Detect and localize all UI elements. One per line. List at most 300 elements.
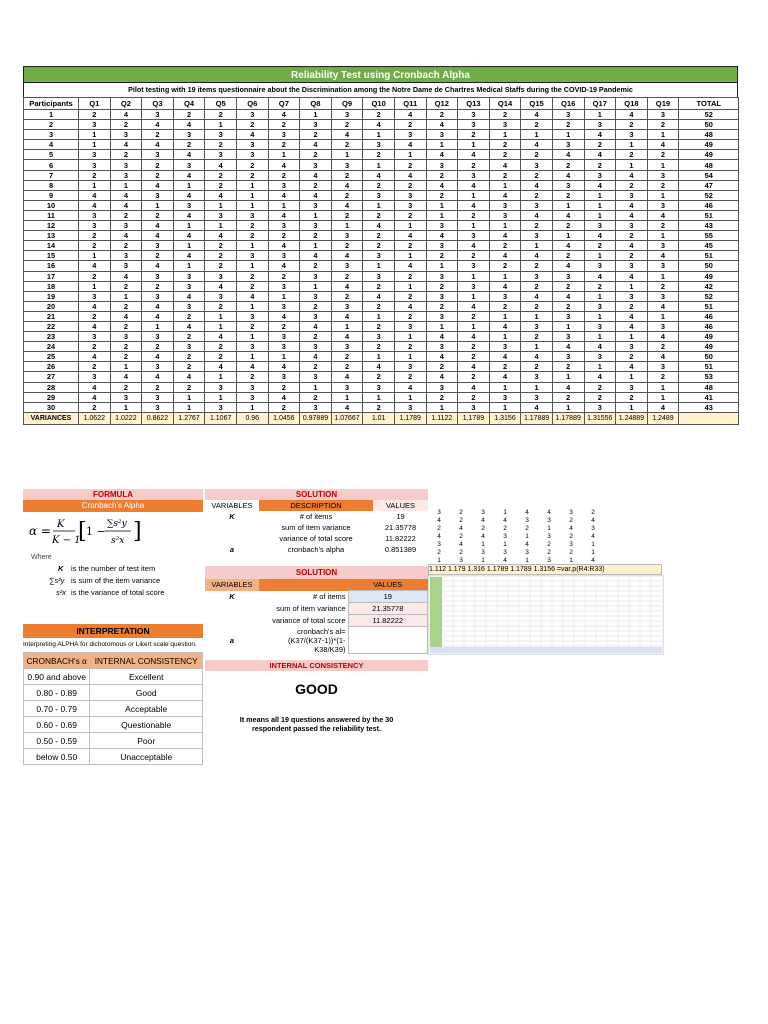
score-cell: 2 [236, 231, 268, 241]
mini-cell: 1 [569, 556, 573, 564]
score-cell: 2 [363, 402, 395, 412]
score-cell: 3 [363, 190, 395, 200]
total-cell: 41 [679, 392, 739, 402]
participant-id: 30 [24, 402, 79, 412]
score-cell: 4 [79, 301, 111, 311]
score-cell: 1 [110, 362, 142, 372]
score-cell: 4 [110, 372, 142, 382]
score-cell: 4 [110, 271, 142, 281]
score-cell: 4 [79, 321, 111, 331]
score-cell: 4 [268, 110, 300, 120]
score-cell: 1 [489, 311, 521, 321]
total-cell: 54 [679, 170, 739, 180]
solution-row [205, 603, 428, 615]
score-cell: 1 [552, 130, 584, 140]
mini-cell: 3 [547, 556, 551, 564]
score-cell: 3 [458, 120, 490, 130]
score-cell: 2 [331, 170, 363, 180]
variance-cell [679, 412, 739, 424]
score-cell: 3 [142, 271, 174, 281]
score-cell: 4 [426, 352, 458, 362]
consistency-level: Poor [90, 733, 203, 749]
score-cell: 2 [552, 301, 584, 311]
score-cell: 3 [110, 170, 142, 180]
score-cell: 3 [236, 342, 268, 352]
solution-desc: cronbach's alpha [287, 545, 345, 554]
score-cell: 1 [458, 140, 490, 150]
solution-desc: # of items [299, 512, 333, 521]
total-cell: 45 [679, 241, 739, 251]
score-cell: 2 [394, 311, 426, 321]
score-cell: 1 [300, 110, 332, 120]
score-cell: 2 [205, 342, 237, 352]
score-cell: 4 [205, 281, 237, 291]
score-cell: 3 [142, 190, 174, 200]
score-cell: 2 [268, 231, 300, 241]
solution-row [205, 615, 428, 627]
score-cell: 1 [363, 392, 395, 402]
score-cell: 3 [647, 241, 679, 251]
score-cell: 3 [268, 342, 300, 352]
mini-cell: 4 [459, 540, 463, 548]
score-cell: 4 [142, 352, 174, 362]
score-cell: 4 [584, 342, 616, 352]
score-cell: 4 [110, 140, 142, 150]
score-cell: 3 [363, 332, 395, 342]
score-cell: 3 [489, 200, 521, 210]
solution-val: 19 [348, 591, 428, 603]
score-cell: 4 [616, 170, 648, 180]
score-cell: 1 [584, 332, 616, 342]
score-cell: 2 [268, 120, 300, 130]
score-cell: 4 [173, 150, 205, 160]
score-cell: 3 [458, 281, 490, 291]
score-cell: 1 [173, 241, 205, 251]
score-cell: 1 [268, 200, 300, 210]
score-cell: 3 [173, 271, 205, 281]
score-cell: 1 [458, 271, 490, 281]
table-row [24, 402, 739, 412]
score-cell: 2 [205, 170, 237, 180]
score-cell: 2 [268, 321, 300, 331]
score-cell: 4 [142, 261, 174, 271]
interpretation-panel [23, 624, 203, 765]
score-cell: 1 [426, 140, 458, 150]
score-cell: 4 [331, 372, 363, 382]
score-cell: 4 [142, 372, 174, 382]
table-row [24, 261, 739, 271]
score-cell: 2 [458, 352, 490, 362]
mini-cell: 4 [437, 532, 441, 540]
score-cell: 4 [300, 251, 332, 261]
score-cell: 4 [458, 150, 490, 160]
score-cell: 1 [236, 200, 268, 210]
score-cell: 2 [331, 210, 363, 220]
score-cell: 4 [268, 261, 300, 271]
score-cell: 2 [616, 180, 648, 190]
score-cell: 3 [236, 210, 268, 220]
score-cell: 4 [552, 150, 584, 160]
score-cell: 4 [616, 110, 648, 120]
score-cell: 2 [394, 210, 426, 220]
score-cell: 2 [489, 261, 521, 271]
interpretation-row [24, 685, 203, 701]
score-cell: 3 [268, 221, 300, 231]
solution-row [205, 627, 428, 654]
score-cell: 2 [616, 301, 648, 311]
score-cell: 3 [616, 291, 648, 301]
participant-id: 23 [24, 332, 79, 342]
solution-desc: variance of total score [272, 616, 346, 625]
score-cell: 4 [458, 332, 490, 342]
score-cell: 2 [79, 170, 111, 180]
score-cell: 3 [489, 291, 521, 301]
score-cell: 1 [331, 150, 363, 160]
total-cell: 49 [679, 271, 739, 281]
score-cell: 3 [268, 180, 300, 190]
solution-var: a [229, 635, 235, 645]
total-cell: 51 [679, 210, 739, 220]
score-cell: 2 [394, 372, 426, 382]
score-cell: 4 [173, 372, 205, 382]
total-cell: 49 [679, 342, 739, 352]
mini-cell: 1 [525, 556, 529, 564]
score-cell: 4 [173, 231, 205, 241]
participant-id: 26 [24, 362, 79, 372]
score-cell: 2 [142, 382, 174, 392]
score-cell: 4 [173, 251, 205, 261]
score-cell: 3 [394, 190, 426, 200]
sy-definition: is sum of the item variance [71, 576, 161, 585]
score-cell: 2 [489, 301, 521, 311]
score-cell: 1 [205, 221, 237, 231]
score-cell: 2 [79, 110, 111, 120]
score-cell: 3 [79, 372, 111, 382]
mini-cell: 1 [591, 548, 595, 556]
consistency-level: Unacceptable [90, 749, 203, 765]
mini-cell: 4 [481, 532, 485, 540]
score-cell: 1 [205, 311, 237, 321]
variance-cell: 1.1067 [205, 412, 237, 424]
score-cell: 1 [552, 321, 584, 331]
score-cell: 1 [236, 402, 268, 412]
score-cell: 3 [458, 261, 490, 271]
variance-cell: 1.2767 [173, 412, 205, 424]
score-cell: 4 [552, 261, 584, 271]
formula-panel [23, 489, 203, 621]
score-cell: 2 [552, 120, 584, 130]
total-cell: 51 [679, 251, 739, 261]
mini-cell: 3 [525, 516, 529, 524]
score-cell: 1 [616, 402, 648, 412]
score-cell: 3 [394, 402, 426, 412]
score-cell: 1 [616, 372, 648, 382]
total-cell: 50 [679, 120, 739, 130]
mini-cell: 4 [437, 516, 441, 524]
alpha-range: below 0.50 [24, 749, 90, 765]
score-cell: 4 [426, 332, 458, 342]
score-cell: 3 [300, 200, 332, 210]
score-cell: 1 [173, 180, 205, 190]
solution-row [205, 544, 428, 555]
score-cell: 3 [331, 261, 363, 271]
score-cell: 3 [426, 382, 458, 392]
table-row [24, 321, 739, 331]
mini-cell: 2 [525, 524, 529, 532]
score-cell: 2 [521, 150, 553, 160]
score-cell: 4 [394, 170, 426, 180]
score-cell: 4 [268, 241, 300, 251]
score-cell: 3 [300, 120, 332, 130]
table-row [24, 110, 739, 120]
interpretation-row [24, 749, 203, 765]
score-cell: 1 [394, 150, 426, 160]
score-cell: 3 [173, 301, 205, 311]
mini-cell: 3 [569, 508, 573, 516]
sy-symbol: ∑s²y [49, 576, 65, 585]
score-cell: 3 [300, 402, 332, 412]
solution-desc: cronbach's al=(K37/(K37-1))*(1-K38/K39) [287, 626, 346, 654]
participant-id: 1 [24, 110, 79, 120]
interpretation-row [24, 669, 203, 685]
score-cell: 2 [110, 342, 142, 352]
score-cell: 4 [142, 180, 174, 190]
score-cell: 4 [489, 190, 521, 200]
score-cell: 1 [647, 392, 679, 402]
score-cell: 4 [142, 311, 174, 321]
score-cell: 4 [521, 291, 553, 301]
mini-cell: 2 [503, 524, 507, 532]
score-cell: 3 [394, 130, 426, 140]
participant-id: 21 [24, 311, 79, 321]
score-cell: 4 [489, 321, 521, 331]
score-cell: 4 [584, 231, 616, 241]
mini-cell: 4 [591, 532, 595, 540]
score-cell: 4 [173, 291, 205, 301]
participant-id: 24 [24, 342, 79, 352]
score-cell: 2 [552, 281, 584, 291]
score-cell: 2 [552, 160, 584, 170]
table-row [24, 311, 739, 321]
score-cell: 4 [489, 352, 521, 362]
alpha-range: 0.70 - 0.79 [24, 701, 90, 717]
score-cell: 4 [521, 140, 553, 150]
score-cell: 2 [458, 372, 490, 382]
score-cell: 3 [79, 120, 111, 130]
participant-id: 14 [24, 241, 79, 251]
solution-desc: # of items [312, 592, 346, 601]
score-cell: 2 [300, 150, 332, 160]
score-cell: 3 [584, 402, 616, 412]
score-cell: 2 [173, 311, 205, 321]
score-cell: 2 [110, 382, 142, 392]
score-cell: 2 [363, 342, 395, 352]
score-cell: 2 [205, 241, 237, 251]
score-cell: 1 [394, 281, 426, 291]
score-cell: 2 [363, 150, 395, 160]
participant-id: 20 [24, 301, 79, 311]
score-cell: 2 [647, 180, 679, 190]
mini-cell: 2 [459, 548, 463, 556]
total-cell: 49 [679, 140, 739, 150]
score-cell: 4 [521, 251, 553, 261]
score-cell: 1 [489, 221, 521, 231]
score-cell: 2 [489, 140, 521, 150]
score-cell: 4 [363, 291, 395, 301]
score-cell: 4 [268, 160, 300, 170]
score-cell: 4 [394, 382, 426, 392]
score-cell: 3 [616, 190, 648, 200]
total-cell: 52 [679, 190, 739, 200]
participant-id: 8 [24, 180, 79, 190]
score-cell: 1 [300, 210, 332, 220]
consistency-level: Excellent [90, 669, 203, 685]
score-cell: 4 [647, 402, 679, 412]
score-cell: 2 [300, 130, 332, 140]
score-cell: 2 [647, 342, 679, 352]
score-cell: 1 [110, 291, 142, 301]
score-cell: 3 [268, 281, 300, 291]
participant-id: 4 [24, 140, 79, 150]
mini-cell: 4 [481, 516, 485, 524]
score-cell: 2 [647, 221, 679, 231]
score-cell: 2 [363, 110, 395, 120]
table-row [24, 160, 739, 170]
score-cell: 3 [300, 311, 332, 321]
score-cell: 1 [205, 200, 237, 210]
header-cell: Q11 [394, 98, 426, 110]
score-cell: 2 [142, 160, 174, 170]
score-cell: 2 [521, 362, 553, 372]
total-cell: 48 [679, 382, 739, 392]
table-row [24, 251, 739, 261]
score-cell: 2 [331, 190, 363, 200]
variance-cell: 1.01 [363, 412, 395, 424]
score-cell: 1 [236, 301, 268, 311]
score-cell: 1 [552, 402, 584, 412]
interpretation-header: INTERPRETATION [23, 624, 203, 638]
score-cell: 4 [173, 120, 205, 130]
score-cell: 4 [426, 372, 458, 382]
total-cell: 52 [679, 110, 739, 120]
score-cell: 2 [394, 160, 426, 170]
score-cell: 3 [363, 271, 395, 281]
alpha-formula-graphic [23, 512, 173, 552]
score-cell: 2 [394, 241, 426, 251]
mini-cell: 3 [459, 556, 463, 564]
score-cell: 2 [521, 332, 553, 342]
score-cell: 4 [331, 281, 363, 291]
score-cell: 2 [268, 271, 300, 281]
score-cell: 3 [236, 110, 268, 120]
participant-id: 29 [24, 392, 79, 402]
score-cell: 3 [647, 362, 679, 372]
score-cell: 4 [552, 342, 584, 352]
table-row [24, 221, 739, 231]
score-cell: 1 [584, 190, 616, 200]
score-cell: 3 [300, 221, 332, 231]
table-row [24, 342, 739, 352]
score-cell: 4 [331, 130, 363, 140]
score-cell: 4 [300, 170, 332, 180]
total-cell: 46 [679, 311, 739, 321]
sol1-col-variables: VARIABLES [211, 501, 253, 510]
participant-id: 3 [24, 130, 79, 140]
score-cell: 4 [394, 301, 426, 311]
score-cell: 4 [552, 291, 584, 301]
table-row [24, 301, 739, 311]
score-cell: 3 [458, 110, 490, 120]
variance-cell: 1.1122 [426, 412, 458, 424]
score-cell: 2 [616, 352, 648, 362]
score-cell: 3 [142, 291, 174, 301]
score-cell: 2 [300, 301, 332, 311]
score-cell: 2 [79, 241, 111, 251]
score-cell: 2 [363, 180, 395, 190]
score-cell: 2 [300, 261, 332, 271]
mini-row [428, 508, 604, 516]
score-cell: 2 [552, 221, 584, 231]
solution-val: 0.851389 [384, 545, 417, 554]
score-cell: 1 [616, 332, 648, 342]
score-cell: 3 [394, 200, 426, 210]
score-cell: 2 [173, 352, 205, 362]
score-cell: 1 [394, 251, 426, 261]
score-cell: 4 [394, 261, 426, 271]
score-cell: 3 [616, 342, 648, 352]
mini-cell: 4 [525, 540, 529, 548]
table-row [24, 382, 739, 392]
header-cell: Q14 [489, 98, 521, 110]
mini-cell: 2 [459, 532, 463, 540]
score-cell: 1 [426, 261, 458, 271]
score-cell: 3 [300, 291, 332, 301]
score-cell: 3 [236, 382, 268, 392]
solution-var [205, 522, 259, 533]
header-cell: Q19 [647, 98, 679, 110]
score-cell: 2 [363, 372, 395, 382]
total-cell: 43 [679, 402, 739, 412]
data-table [23, 97, 739, 425]
score-cell: 4 [173, 170, 205, 180]
score-cell: 4 [426, 120, 458, 130]
score-cell: 4 [616, 200, 648, 210]
score-cell: 2 [489, 241, 521, 251]
score-cell: 4 [268, 311, 300, 321]
score-cell: 3 [205, 150, 237, 160]
score-cell: 2 [236, 221, 268, 231]
solution1-header: SOLUTION [205, 489, 428, 500]
score-cell: 2 [205, 110, 237, 120]
total-cell: 46 [679, 321, 739, 331]
score-cell: 4 [205, 160, 237, 170]
score-cell: 4 [584, 372, 616, 382]
score-cell: 3 [142, 110, 174, 120]
svg-text:∑s²y: ∑s²y [107, 519, 127, 529]
score-cell: 3 [584, 221, 616, 231]
header-cell: TOTAL [679, 98, 739, 110]
score-cell: 3 [426, 342, 458, 352]
score-cell: 3 [173, 281, 205, 291]
header-cell: Participants [24, 98, 79, 110]
score-cell: 4 [331, 180, 363, 190]
total-cell: 51 [679, 301, 739, 311]
score-cell: 3 [647, 291, 679, 301]
mini-cell: 2 [547, 548, 551, 556]
score-cell: 3 [300, 372, 332, 382]
score-cell: 3 [110, 251, 142, 261]
score-cell: 3 [142, 362, 174, 372]
